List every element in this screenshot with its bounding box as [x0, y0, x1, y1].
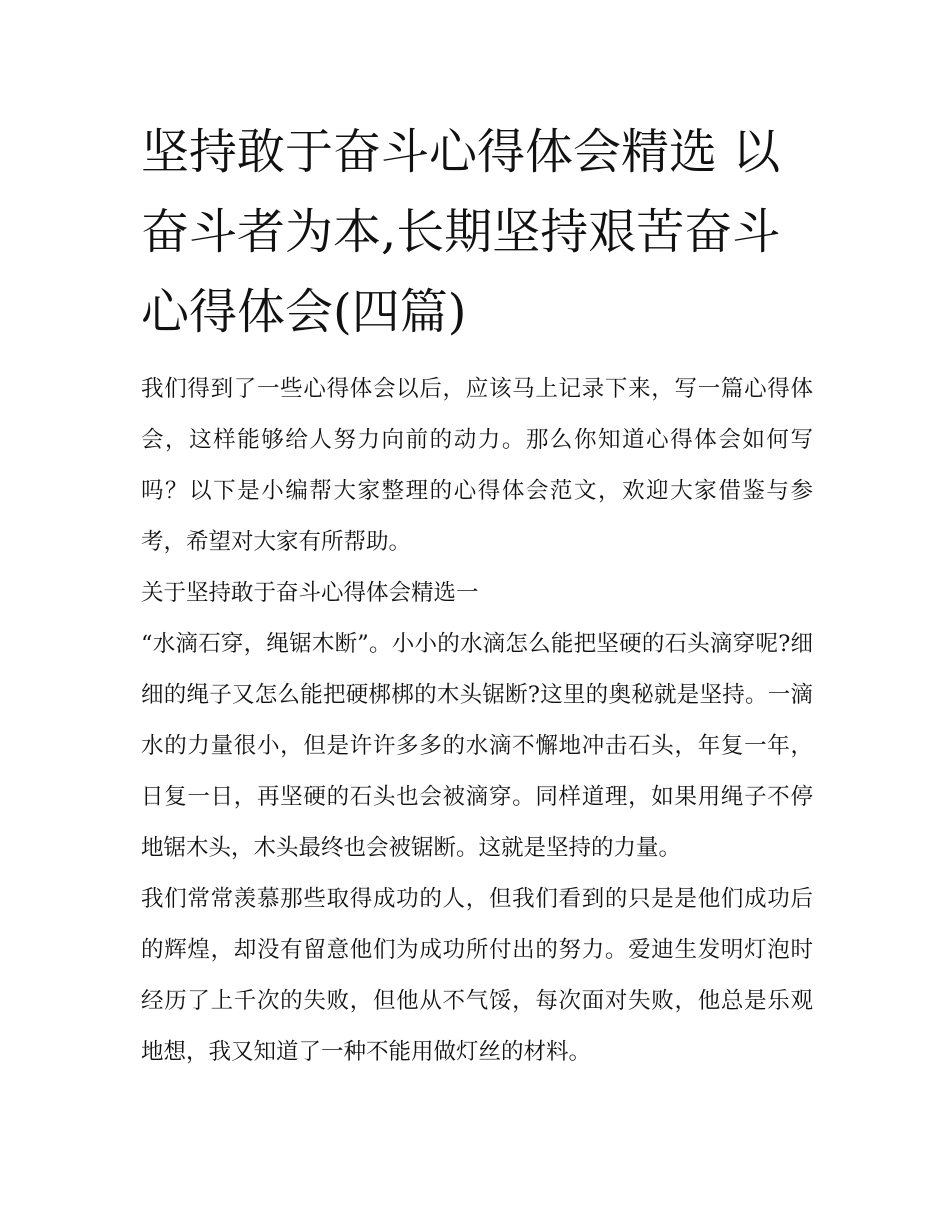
body-paragraph-1: “水滴石穿，绳锯木断”。小小的水滴怎么能把坚硬的石头滴穿呢?细细的绳子又怎么能把硬梆梆的木头锯断?这里的奥秘就是坚持。一滴水的力量很小，但是许许多多的水滴不懈地冲击石头，年复一年，日复一日，再坚硬的石头也会被滴穿。同样道理，如果用绳子不停地锯木头，木头最终也会被锯断。这就是坚持的力量。 [141, 631, 813, 861]
title-line-2: 奋斗者为本,长期坚持艰苦奋斗 [141, 204, 781, 260]
document-page [141, 112, 813, 1078]
title-line-1: 坚持敢于奋斗心得体会精选 以 [141, 124, 781, 180]
body-paragraph-2: 我们常常羡慕那些取得成功的人，但我们看到的只是是他们成功后的辉煌，却没有留意他们为成功所付出的努力。爱迪生发明灯泡时经历了上千次的失败，但他从不气馁，每次面对失败，他总是乐观地想，我又知道了一种不能用做灯丝的材料。 [141, 886, 813, 1065]
title-line-3: 心得体会(四篇) [141, 284, 467, 340]
intro-paragraph: 我们得到了一些心得体会以后，应该马上记录下来，写一篇心得体会，这样能够给人努力向前的动力。那么你知道心得体会如何写吗？以下是小编帮大家整理的心得体会范文，欢迎大家借鉴与参考，希望对大家有所帮助。 [141, 376, 813, 555]
section-heading: 关于坚持敢于奋斗心得体会精选一 [141, 580, 479, 606]
document-title [141, 112, 813, 352]
